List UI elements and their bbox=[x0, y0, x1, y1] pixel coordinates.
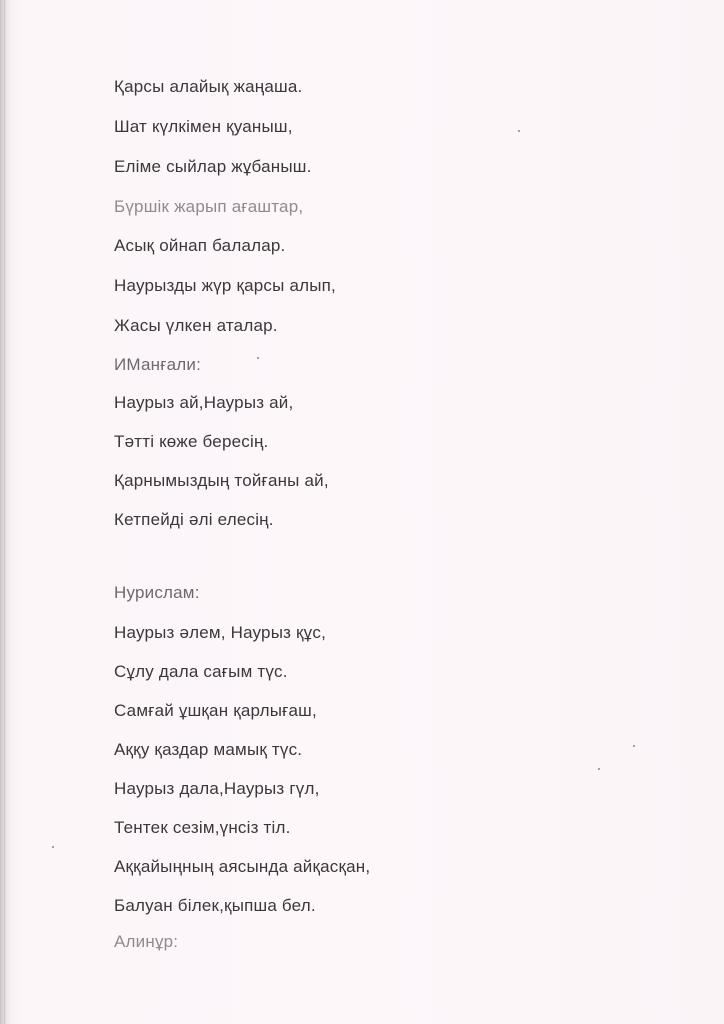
poem-line: Балуан білек,қыпша бел. bbox=[114, 896, 316, 915]
paper-speck bbox=[257, 357, 259, 359]
poem-line: Наурыз ай,Наурыз ай, bbox=[114, 393, 294, 412]
poem-line: Наурыз дала,Наурыз гүл, bbox=[114, 779, 320, 798]
paper-speck bbox=[518, 130, 520, 132]
paper-speck bbox=[52, 846, 54, 848]
scan-edge-line bbox=[4, 0, 5, 1024]
poem-line: Қарсы алайық жаңаша. bbox=[114, 77, 303, 96]
poem-line: Наурыз әлем, Наурыз құс, bbox=[114, 623, 327, 642]
speaker-label: Алинұр: bbox=[114, 932, 179, 951]
poem-line: Аққу қаздар мамық түс. bbox=[114, 740, 303, 759]
poem-line: Тентек сезім,үнсіз тіл. bbox=[114, 818, 291, 837]
poem-line: Жасы үлкен аталар. bbox=[114, 316, 278, 335]
poem-line: Бүршік жарып ағаштар, bbox=[114, 197, 304, 216]
paper-speck bbox=[633, 745, 635, 747]
poem-line: Наурызды жүр қарсы алып, bbox=[114, 276, 336, 295]
poem-line: Шат күлкімен қуаныш, bbox=[114, 117, 293, 136]
poem-line: Сұлу дала сағым түс. bbox=[114, 662, 288, 681]
poem-line: Самғай ұшқан қарлығаш, bbox=[114, 701, 317, 720]
poem-line: Аққайыңның аясында айқасқан, bbox=[114, 857, 371, 876]
paper-speck bbox=[598, 768, 600, 770]
poem-line: Қарнымыздың тойғаны ай, bbox=[114, 471, 329, 490]
poem-line: Кетпейді әлі елесің. bbox=[114, 510, 274, 529]
speaker-label: ИМанғали: bbox=[114, 355, 202, 374]
poem-line: Еліме сыйлар жұбаныш. bbox=[114, 157, 312, 176]
speaker-label: Нурислам: bbox=[114, 583, 200, 602]
scan-shadow-edge bbox=[0, 0, 10, 1024]
poem-line: Тәтті көже бересің. bbox=[114, 432, 269, 451]
poem-line: Асық ойнап балалар. bbox=[114, 236, 286, 255]
